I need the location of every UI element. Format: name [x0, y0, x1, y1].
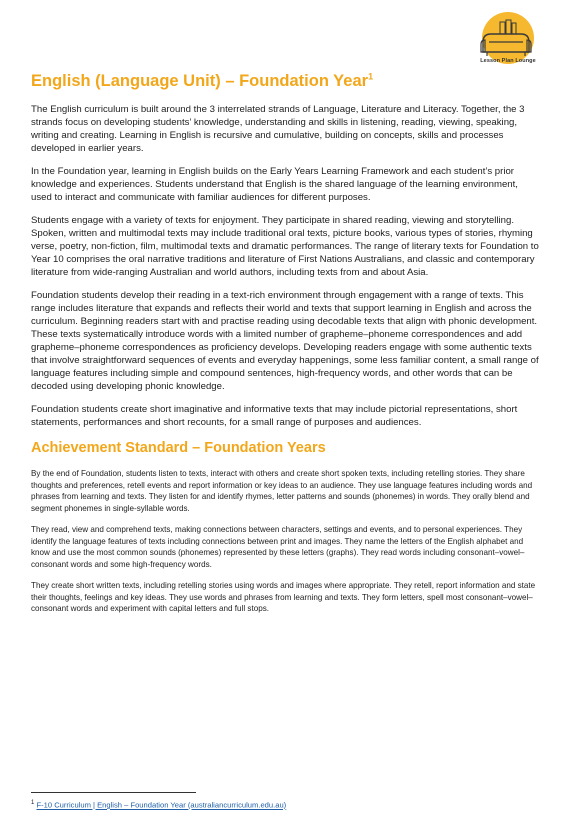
intro-paragraph-2: In the Foundation year, learning in English builds on the Early Years Learning Framework and each student’s prior knowledge and experiences. Students understand that English is the shared language of the learning environment, used to interact and communicate with familiar audiences for different purposes.	[31, 166, 518, 203]
achievement-paragraph-2: They read, view and comprehend texts, making connections between characters, settings and events, and to personal experiences. They identify the language features of texts including connections between print and images. They name the letters of the English alphabet and know and use the most common sounds (phonemes) represented by these letters (graphs). They read words including consonant–vowel–consonant words and some high-frequency words.	[31, 525, 525, 569]
footnote-link[interactable]: F-10 Curriculum | English – Foundation Year (australiancurriculum.edu.au)	[36, 800, 287, 810]
logo-wordmark: Lesson Plan Lounge	[480, 58, 536, 64]
intro-paragraph-1: The English curriculum is built around the 3 interrelated strands of Language, Literature and Literacy. Together, the 3 strands focus on developing students’ knowledge, understanding and skills in listening, reading, viewing, speaking, writing and creating. Learning in English is recursive and cumulative, building on concepts, skills and processes developed in earlier years.	[31, 104, 525, 154]
intro-paragraph-5: Foundation students create short imaginative and informative texts that may include pictorial representations, short statements, performances and short recounts, for a small range of purposes and audiences.	[31, 404, 518, 428]
document-body	[31, 71, 539, 615]
intro-paragraph-4: Foundation students develop their reading in a text-rich environment through engagement with a range of texts. This range includes literature that expands and reflects their world and texts that support learning in English and across the curriculum. Beginning readers start with and practise reading using decodable texts that align with phonic development. These texts systematically introduce words with a limited number of grapheme–phoneme correspondences and add grapheme–phoneme correspondences as proficiency develops. Developing readers engage with some authentic texts that involve straightforward sequences of events and everyday happenings, some less familiar content, a small range of language features including simple and compound sentences, high-frequency words, and other words that can be decoded using developing phonic knowledge.	[31, 290, 539, 392]
achievement-paragraph-1: By the end of Foundation, students listen to texts, interact with others and create short spoken texts, including retelling stories. They share thoughts and preferences, retell events and report information or key ideas to an audience. They use language features including words and phrases from learning and texts. They listen for and identify rhymes, letter patterns and sounds (phonemes) in words. They orally blend and segment phonemes in single-syllable words.	[31, 469, 533, 513]
footnote-marker: 1	[31, 800, 35, 806]
achievement-standard-heading: Achievement Standard – Foundation Years	[31, 440, 326, 456]
footnote-divider	[31, 792, 196, 793]
page-title: English (Language Unit) – Foundation Year$^1$	[31, 71, 374, 90]
footnote-reference[interactable]: 1	[368, 71, 374, 82]
footnote	[31, 800, 286, 810]
achievement-paragraph-3: They create short written texts, including retelling stories using words and images where appropriate. They retell, report information and state their thoughts, feelings and key ideas. They use words and phrases from learning and texts. They form letters, spell most consonant–vowel–consonant words and experiment with capital letters and full stops.	[31, 581, 536, 613]
intro-paragraph-3: Students engage with a variety of texts for enjoyment. They participate in shared reading, viewing and storytelling. Spoken, written and multimodal texts may include traditional oral texts, picture books, various types of stories, rhyming verse, poetry, non-fiction, film, multimodal texts and dramatic performances. The range of literary texts for Foundation to Year 10 comprises the oral narrative traditions and literature of First Nations Australians, and classic and contemporary literature from wide-ranging Australian and world authors, including texts from and about Asia.	[31, 215, 539, 278]
